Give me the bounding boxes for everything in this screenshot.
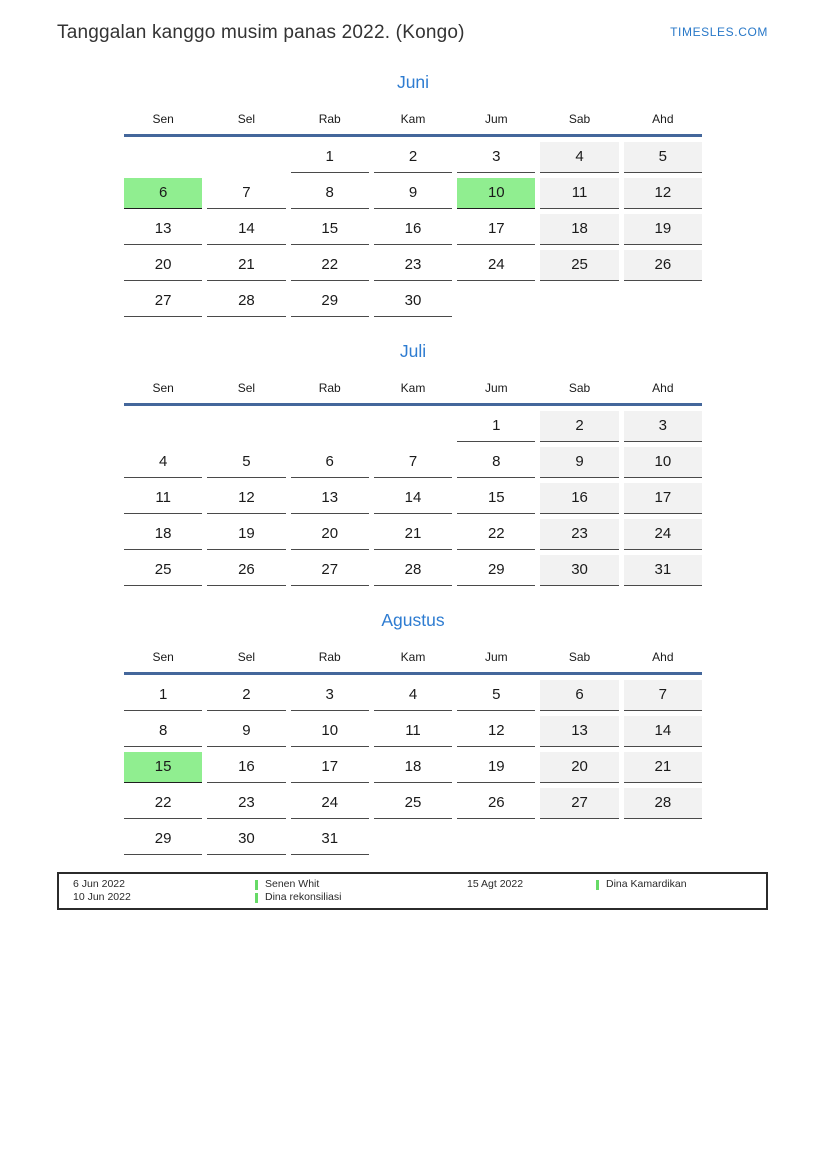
- legend-labels-group1: [255, 878, 341, 904]
- day-cell-agustus-20: 20: [540, 752, 618, 783]
- day-cell-juli-3: 3: [624, 411, 702, 442]
- day-cell-agustus-25: 25: [374, 788, 452, 819]
- weekday-label: Rab: [318, 112, 341, 126]
- month-grid: [124, 411, 702, 586]
- day-cell-agustus-7: 7: [624, 680, 702, 711]
- weekday-label: Kam: [400, 112, 426, 126]
- day-cell-juni-27: 27: [124, 286, 202, 317]
- day-cell-agustus-15: 15: [124, 752, 202, 783]
- weekday-header-row: [124, 380, 702, 396]
- empty-cell: [374, 824, 452, 855]
- day-cell-juli-28: 28: [374, 555, 452, 586]
- day-cell-juni-7: 7: [207, 178, 285, 209]
- day-cell-juni-1: 1: [291, 142, 369, 173]
- legend-entry: [596, 878, 687, 891]
- empty-cell: [457, 824, 535, 855]
- weekday-label: Kam: [400, 650, 426, 664]
- day-cell-juli-5: 5: [207, 447, 285, 478]
- day-cell-juni-10: 10: [457, 178, 535, 209]
- legend-label: Senen Whit: [265, 878, 320, 890]
- empty-cell: [124, 411, 202, 442]
- weekday-label: Sel: [237, 112, 256, 126]
- day-cell-juli-22: 22: [457, 519, 535, 550]
- day-cell-juni-15: 15: [291, 214, 369, 245]
- weekday-label: Kam: [400, 381, 426, 395]
- day-cell-agustus-27: 27: [540, 788, 618, 819]
- day-cell-juli-23: 23: [540, 519, 618, 550]
- day-cell-agustus-11: 11: [374, 716, 452, 747]
- day-cell-agustus-4: 4: [374, 680, 452, 711]
- empty-cell: [374, 411, 452, 442]
- day-cell-juni-18: 18: [540, 214, 618, 245]
- day-cell-juni-19: 19: [624, 214, 702, 245]
- empty-cell: [540, 824, 618, 855]
- weekday-label: Sab: [568, 381, 591, 395]
- day-cell-agustus-2: 2: [207, 680, 285, 711]
- day-cell-juni-8: 8: [291, 178, 369, 209]
- month-title: Juni: [396, 72, 430, 92]
- day-cell-juli-19: 19: [207, 519, 285, 550]
- day-cell-juli-14: 14: [374, 483, 452, 514]
- empty-cell: [124, 142, 202, 173]
- weekday-label: Rab: [318, 381, 341, 395]
- day-cell-juli-1: 1: [457, 411, 535, 442]
- legend-date: 6 Jun 2022: [73, 878, 125, 890]
- weekday-label: Sab: [568, 112, 591, 126]
- day-cell-juli-31: 31: [624, 555, 702, 586]
- day-cell-juni-3: 3: [457, 142, 535, 173]
- month-header-divider: [124, 134, 702, 137]
- legend-label: Dina rekonsiliasi: [265, 891, 342, 903]
- day-cell-agustus-16: 16: [207, 752, 285, 783]
- day-cell-juli-15: 15: [457, 483, 535, 514]
- holiday-marker-icon: [255, 880, 258, 890]
- day-cell-juli-30: 30: [540, 555, 618, 586]
- site-link[interactable]: TIMESLES.COM: [670, 25, 768, 39]
- day-cell-agustus-24: 24: [291, 788, 369, 819]
- day-cell-juni-14: 14: [207, 214, 285, 245]
- day-cell-juni-25: 25: [540, 250, 618, 281]
- day-cell-juli-10: 10: [624, 447, 702, 478]
- day-cell-juli-12: 12: [207, 483, 285, 514]
- day-cell-juni-23: 23: [374, 250, 452, 281]
- day-cell-juni-21: 21: [207, 250, 285, 281]
- weekday-label: Ahd: [652, 112, 674, 126]
- day-cell-juli-26: 26: [207, 555, 285, 586]
- day-cell-juli-8: 8: [457, 447, 535, 478]
- weekday-label: Sab: [568, 650, 591, 664]
- day-cell-juli-18: 18: [124, 519, 202, 550]
- empty-cell: [291, 411, 369, 442]
- day-cell-juni-6: 6: [124, 178, 202, 209]
- weekday-label: Sel: [237, 381, 256, 395]
- day-cell-juli-13: 13: [291, 483, 369, 514]
- day-cell-juni-30: 30: [374, 286, 452, 317]
- day-cell-agustus-1: 1: [124, 680, 202, 711]
- empty-cell: [624, 286, 702, 317]
- empty-cell: [207, 142, 285, 173]
- day-cell-agustus-31: 31: [291, 824, 369, 855]
- day-cell-juli-6: 6: [291, 447, 369, 478]
- day-cell-juni-12: 12: [624, 178, 702, 209]
- legend-entry: [255, 891, 341, 904]
- day-cell-juni-5: 5: [624, 142, 702, 173]
- holiday-marker-icon: [596, 880, 599, 890]
- legend-dates-group1: [73, 878, 131, 904]
- month-header-divider: [124, 672, 702, 675]
- day-cell-juli-16: 16: [540, 483, 618, 514]
- month-grid: [124, 142, 702, 317]
- day-cell-agustus-26: 26: [457, 788, 535, 819]
- weekday-label: Rab: [318, 650, 341, 664]
- weekday-label: Sen: [152, 650, 174, 664]
- page-title: Tanggalan kanggo musim panas 2022. (Kongo): [57, 22, 465, 43]
- calendar-juli: [124, 338, 702, 588]
- day-cell-agustus-8: 8: [124, 716, 202, 747]
- day-cell-agustus-14: 14: [624, 716, 702, 747]
- day-cell-juli-27: 27: [291, 555, 369, 586]
- day-cell-juni-28: 28: [207, 286, 285, 317]
- day-cell-juni-24: 24: [457, 250, 535, 281]
- day-cell-juni-20: 20: [124, 250, 202, 281]
- legend-entry: [255, 878, 341, 891]
- day-cell-juli-20: 20: [291, 519, 369, 550]
- legend-box: [57, 872, 768, 910]
- day-cell-agustus-5: 5: [457, 680, 535, 711]
- day-cell-juni-4: 4: [540, 142, 618, 173]
- weekday-label: Jum: [484, 381, 508, 395]
- day-cell-agustus-3: 3: [291, 680, 369, 711]
- day-cell-juli-24: 24: [624, 519, 702, 550]
- weekday-label: Jum: [484, 112, 508, 126]
- day-cell-agustus-28: 28: [624, 788, 702, 819]
- day-cell-agustus-29: 29: [124, 824, 202, 855]
- day-cell-juli-21: 21: [374, 519, 452, 550]
- day-cell-agustus-22: 22: [124, 788, 202, 819]
- day-cell-juni-17: 17: [457, 214, 535, 245]
- day-cell-juli-4: 4: [124, 447, 202, 478]
- weekday-header-row: [124, 649, 702, 665]
- day-cell-juli-25: 25: [124, 555, 202, 586]
- weekday-label: Sen: [152, 112, 174, 126]
- day-cell-juni-26: 26: [624, 250, 702, 281]
- day-cell-juli-17: 17: [624, 483, 702, 514]
- day-cell-agustus-19: 19: [457, 752, 535, 783]
- calendar-agustus: [124, 607, 702, 857]
- empty-cell: [624, 824, 702, 855]
- weekday-header-row: [124, 111, 702, 127]
- day-cell-juni-9: 9: [374, 178, 452, 209]
- day-cell-juni-2: 2: [374, 142, 452, 173]
- weekday-label: Ahd: [652, 381, 674, 395]
- day-cell-juni-13: 13: [124, 214, 202, 245]
- day-cell-juli-7: 7: [374, 447, 452, 478]
- month-title: Juli: [399, 341, 427, 361]
- weekday-label: Sen: [152, 381, 174, 395]
- day-cell-agustus-23: 23: [207, 788, 285, 819]
- empty-cell: [207, 411, 285, 442]
- empty-cell: [457, 286, 535, 317]
- day-cell-juni-22: 22: [291, 250, 369, 281]
- day-cell-juli-11: 11: [124, 483, 202, 514]
- weekday-label: Sel: [237, 650, 256, 664]
- day-cell-agustus-12: 12: [457, 716, 535, 747]
- day-cell-agustus-9: 9: [207, 716, 285, 747]
- day-cell-juli-2: 2: [540, 411, 618, 442]
- empty-cell: [540, 286, 618, 317]
- day-cell-juni-16: 16: [374, 214, 452, 245]
- legend-label: Dina Kamardikan: [606, 878, 687, 890]
- day-cell-agustus-18: 18: [374, 752, 452, 783]
- legend-labels-group2: [596, 878, 687, 891]
- weekday-label: Ahd: [652, 650, 674, 664]
- holiday-marker-icon: [255, 893, 258, 903]
- day-cell-juni-11: 11: [540, 178, 618, 209]
- month-title: Agustus: [381, 610, 445, 630]
- day-cell-juli-9: 9: [540, 447, 618, 478]
- day-cell-juli-29: 29: [457, 555, 535, 586]
- legend-date: 15 Agt 2022: [467, 878, 524, 890]
- day-cell-agustus-10: 10: [291, 716, 369, 747]
- day-cell-agustus-17: 17: [291, 752, 369, 783]
- day-cell-juni-29: 29: [291, 286, 369, 317]
- calendar-juni: [124, 69, 702, 319]
- month-grid: [124, 680, 702, 855]
- weekday-label: Jum: [484, 650, 508, 664]
- day-cell-agustus-21: 21: [624, 752, 702, 783]
- day-cell-agustus-13: 13: [540, 716, 618, 747]
- month-header-divider: [124, 403, 702, 406]
- legend-dates-group2: [467, 878, 523, 891]
- legend-date: 10 Jun 2022: [73, 891, 131, 903]
- day-cell-agustus-6: 6: [540, 680, 618, 711]
- day-cell-agustus-30: 30: [207, 824, 285, 855]
